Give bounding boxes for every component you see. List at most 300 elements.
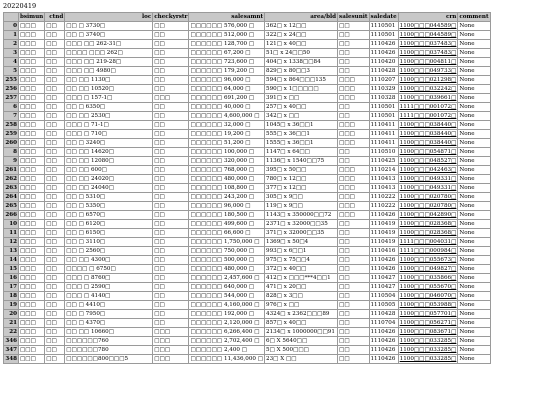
table-cell: 1369□ x 50□4 — [265, 238, 338, 247]
table-cell: □□□□□□780 — [65, 346, 153, 355]
table-cell: 5□ X 500□□□ — [265, 346, 338, 355]
table-cell: □□□ — [19, 148, 45, 157]
table-cell: □□ — [153, 85, 189, 94]
table-row — [4, 94, 491, 103]
table-cell: □□ □□ 10660□ — [65, 328, 153, 337]
row-index: 18 — [4, 292, 19, 301]
table-cell: □□□□□□ 19,200 □ — [189, 130, 265, 139]
table-cell: □□ — [153, 76, 189, 85]
row-index: 19 — [4, 301, 19, 310]
table-cell: None — [458, 148, 490, 157]
table-row — [4, 139, 491, 148]
table-cell: □□□□□□ 11,436,000 □ — [190, 356, 264, 362]
crn-link[interactable]: 1100□□□020780□ — [399, 203, 457, 209]
table-cell: □□□ — [19, 256, 45, 265]
table-cell: None — [458, 22, 490, 31]
table-cell: □□ — [338, 148, 369, 157]
table-cell: □□□ — [19, 121, 45, 130]
crn-link[interactable]: 1111□□□001072□ — [399, 104, 457, 110]
table-cell: □□□ — [19, 184, 45, 193]
table-cell: 1110411 — [369, 130, 398, 139]
crn-link[interactable]: 1100□□□033285□ — [399, 347, 457, 353]
table-cell: □□□ — [153, 94, 189, 103]
table-cell: □□□□□□ 108,800 □ — [189, 184, 265, 193]
table-cell: □□ □□ 4300□ — [65, 256, 153, 265]
table-cell: □□ □ 5350□ — [65, 202, 153, 211]
table-row — [4, 274, 491, 283]
table-cell: 1110426 — [369, 49, 398, 58]
table-cell: □□ — [45, 292, 65, 301]
table-cell: □□□□□□ 576,000 □ — [189, 22, 265, 31]
table-cell: □□ □ 5310□ — [65, 193, 153, 202]
row-index: 5 — [4, 67, 19, 76]
table-cell: None — [458, 319, 490, 328]
header-row — [4, 13, 491, 22]
crn-link[interactable]: 1100□□□053988□ — [399, 302, 457, 308]
row-index: 257 — [5, 95, 17, 101]
row-index: 4 — [4, 58, 19, 67]
crn-link[interactable]: 1100□□□037483□ — [399, 50, 457, 56]
table-cell: □□ — [153, 175, 189, 184]
table-cell: □□ □ 6150□ — [65, 229, 153, 238]
table-cell: □□□ — [19, 139, 45, 148]
table-cell: □□ — [153, 193, 189, 202]
table-cell: □□□□□□ 544,000 □ — [189, 292, 265, 301]
table-cell: 1045□ x 36□□1 — [265, 121, 338, 130]
table-cell: 371□ x 32000□□35 — [265, 229, 338, 238]
crn-link[interactable]: 1100□□□021298□ — [399, 77, 457, 83]
table-cell: □□□ — [19, 58, 45, 67]
table-cell: □□ — [45, 238, 65, 247]
table-cell: □□□ — [19, 265, 45, 274]
table-cell: 471□ x 20□□ — [265, 283, 338, 292]
table-cell: □□□ — [19, 355, 45, 364]
table-cell: 1110419 — [369, 220, 398, 229]
table-cell: 1110427 — [369, 283, 398, 292]
table-row — [4, 265, 491, 274]
table-cell: 119□ x 9□□ — [265, 202, 338, 211]
table-cell: □□□ — [19, 283, 45, 292]
crn-link[interactable]: 1100□□□049331□ — [399, 185, 457, 191]
table-cell: □□ — [45, 103, 65, 112]
row-index: 262 — [5, 176, 17, 182]
table-cell: □□□ — [19, 328, 45, 337]
table-cell: 976□ x □□ — [265, 301, 338, 310]
table-row — [4, 40, 491, 49]
column-header: area/bld — [265, 13, 338, 22]
table-cell: □□□□□□ 2,702,400 □ — [189, 337, 265, 346]
table-cell: □□□ — [19, 103, 45, 112]
table-cell: □□ — [153, 310, 189, 319]
table-row — [4, 211, 491, 220]
column-header — [4, 13, 19, 22]
table-cell: 1110419 — [369, 238, 398, 247]
table-cell: □□ — [338, 103, 369, 112]
table-cell: None — [458, 229, 490, 238]
table-cell: □□ — [153, 319, 189, 328]
table-cell: □□□ — [338, 121, 369, 130]
table-cell: None — [458, 220, 490, 229]
crn-link[interactable]: 1100□□□083671□ — [399, 329, 457, 335]
table-cell: None — [458, 346, 490, 355]
crn-link[interactable]: 1100□□□044589□ — [399, 32, 457, 38]
crn-link[interactable]: 1100□□□055673□ — [399, 257, 457, 263]
crn-link[interactable]: 1100□□□057701□ — [399, 311, 457, 317]
table-cell: 1110501 — [369, 31, 398, 40]
table-cell: □□ — [45, 328, 65, 337]
table-cell: □□□ — [19, 346, 45, 355]
crn-link[interactable]: 1100□□□042463□ — [399, 167, 457, 173]
table-cell: 1110328 — [369, 94, 398, 103]
table-cell: □□□ — [19, 40, 45, 49]
crn-link[interactable]: 1100□□□028368□ — [399, 221, 457, 227]
table-cell: □□ — [153, 121, 189, 130]
table-cell: □□□ — [338, 211, 369, 220]
table-cell: 322□ x 24□□ — [265, 31, 338, 40]
crn-link[interactable]: 1100□□□046070□ — [399, 293, 457, 299]
table-cell: 391□ x □□ — [265, 94, 338, 103]
table-cell: □□ — [153, 22, 189, 31]
table-cell: □□ — [45, 184, 65, 193]
row-index: 6 — [4, 103, 19, 112]
table-cell: 1110426 — [369, 40, 398, 49]
crn-link[interactable]: 1100□□□020780□ — [399, 194, 457, 200]
table-cell: □□□□□□ 4,160,000 □ — [189, 301, 265, 310]
table-cell: 6□ X 5640□□ — [265, 337, 338, 346]
row-index: 348 — [5, 356, 17, 362]
table-cell: □□ — [153, 202, 189, 211]
table-cell: □□ — [45, 247, 65, 256]
table-cell: None — [458, 256, 490, 265]
table-cell: □□□□□□ 96,000 □ — [189, 76, 265, 85]
table-cell: None — [458, 112, 490, 121]
table-cell: □□ □□ 24020□ — [65, 175, 153, 184]
crn-link[interactable]: 1100□□□039661□ — [399, 95, 457, 101]
crn-link[interactable]: 1100□□□032242□ — [399, 86, 457, 92]
table-cell: □□□ — [338, 202, 369, 211]
table-cell: □□□ — [19, 166, 45, 175]
crn-link[interactable]: 1111□□□004031□ — [399, 239, 457, 245]
table-cell: □□ — [45, 40, 65, 49]
column-header: salesunit — [339, 14, 368, 20]
table-cell: None — [458, 355, 490, 364]
table-cell: □□ — [338, 310, 369, 319]
table-cell: None — [458, 175, 490, 184]
table-cell: None — [458, 40, 490, 49]
table-cell: 23□ X □□ — [265, 355, 338, 364]
crn-link[interactable]: 1100□□□054871□ — [399, 149, 457, 155]
table-cell: □□ — [338, 355, 369, 364]
table-row — [4, 301, 491, 310]
table-cell: □□ — [338, 328, 369, 337]
crn-link[interactable]: 1100□□□038440□ — [399, 140, 457, 146]
table-row — [4, 346, 491, 355]
table-cell: □□□ □□ 262-31□ — [65, 40, 153, 49]
row-index: 10 — [4, 220, 19, 229]
table-cell: □□ □ 3730□ — [65, 22, 153, 31]
table-cell: □□ — [153, 103, 189, 112]
table-cell: □□ — [153, 274, 189, 283]
table-cell: □□□ — [19, 310, 45, 319]
table-cell: □□□□□□ 723,600 □ — [189, 58, 265, 67]
table-cell: □□ — [45, 76, 65, 85]
table-cell: □□□□□□ 66,600 □ — [189, 229, 265, 238]
table-cell: □□ — [153, 211, 189, 220]
table-row — [4, 238, 491, 247]
table-cell: 1110426 — [369, 346, 398, 355]
row-index: 256 — [5, 86, 17, 92]
table-cell: 1110426 — [369, 211, 398, 220]
column-header: loc — [65, 13, 153, 22]
table-cell: □□□ — [19, 31, 45, 40]
table-cell: □□ — [338, 112, 369, 121]
row-index: 260 — [5, 140, 17, 146]
table-cell: 1110510 — [369, 148, 398, 157]
column-header: salesamnt — [189, 13, 265, 22]
table-cell: □□ — [153, 229, 189, 238]
table-cell: □□ — [45, 220, 65, 229]
crn-link[interactable]: 1100□□□028368□ — [399, 230, 457, 236]
table-cell: □□□□□□ 499,600 □ — [189, 220, 265, 229]
table-cell: □□ — [153, 238, 189, 247]
table-cell: □□ — [153, 157, 189, 166]
crn-link[interactable]: 1100□□□049331□ — [399, 176, 457, 182]
table-cell: □□ □□ 12080□ — [65, 157, 153, 166]
table-cell: 51□ x 24□□50 — [265, 49, 338, 58]
table-cell: 1110411 — [369, 121, 398, 130]
table-cell: None — [458, 274, 490, 283]
table-cell: 780□ x 12□□ — [265, 175, 338, 184]
table-row — [4, 310, 491, 319]
table-cell: □□ □ 6570□ — [65, 211, 153, 220]
table-cell: □□ — [45, 202, 65, 211]
crn-link[interactable]: 1100□□□044589□ — [399, 23, 457, 29]
table-cell: □□ — [45, 166, 65, 175]
table-cell: □□□ — [338, 175, 369, 184]
table-cell: 342□ x □□ — [265, 112, 338, 121]
table-cell: □□□□□□800□□□5 — [65, 355, 153, 364]
table-cell: □□□ — [19, 67, 45, 76]
table-cell: 1110427 — [369, 274, 398, 283]
table-cell: □□□ — [19, 49, 45, 58]
crn-link[interactable]: 1100□□□038440□ — [399, 131, 457, 137]
crn-link[interactable]: 1111□□□001072□ — [399, 113, 457, 119]
table-row — [4, 76, 491, 85]
table-cell: □□ □ 6350□ — [65, 103, 153, 112]
row-index: 16 — [4, 274, 19, 283]
table-cell: 975□ x 75□□4 — [265, 256, 338, 265]
table-cell: □□□□□□ 691,200 □ — [189, 94, 265, 103]
table-cell: □□□ — [338, 76, 369, 85]
table-cell: 1147□ x 64□□ — [265, 148, 338, 157]
table-cell: 993□ x 6□□1 — [265, 247, 338, 256]
table-cell: □□ — [338, 274, 369, 283]
row-index: 17 — [4, 283, 19, 292]
table-cell: None — [458, 184, 490, 193]
row-index: 261 — [5, 167, 17, 173]
crn-link[interactable]: 1100□□□033285□ — [399, 356, 457, 362]
table-row — [4, 130, 491, 139]
table-cell: □□□ □ 157-1□ — [65, 94, 153, 103]
table-cell: □□□□□□ 128,700 □ — [189, 40, 265, 49]
row-index: 2 — [4, 40, 19, 49]
table-cell: □□□ — [338, 85, 369, 94]
table-cell: 1110426 — [369, 265, 398, 274]
row-index: 13 — [4, 247, 19, 256]
crn-link[interactable]: 1100□□□004811□ — [399, 59, 457, 65]
table-cell: □□□ — [19, 292, 45, 301]
table-cell: □□□□□□ 40,000 □ — [189, 103, 265, 112]
table-cell: □□□□□□ 64,000 □ — [189, 85, 265, 94]
table-cell: □□□□□□ 51,200 □ — [189, 139, 265, 148]
table-cell: None — [458, 121, 490, 130]
table-cell: 1110501 — [369, 22, 398, 31]
column-header: comment — [459, 14, 489, 20]
table-cell: □□ □□ 10520□ — [65, 85, 153, 94]
table-cell: 1110428 — [369, 67, 398, 76]
table-cell: □□ — [45, 58, 65, 67]
crn-link[interactable]: 1100□□□037483□ — [399, 41, 457, 47]
crn-link[interactable]: 1100□□□042890□ — [399, 212, 457, 218]
table-cell: □□ □□ 1130□ — [65, 76, 153, 85]
crn-link[interactable]: 1100□□□049733□ — [399, 68, 457, 74]
row-index: 9 — [4, 157, 19, 166]
table-cell: □□ — [153, 265, 189, 274]
table-cell: □□ — [153, 301, 189, 310]
table-cell: □□□ — [19, 175, 45, 184]
crn-link[interactable]: 1100□□□035866□ — [399, 275, 457, 281]
crn-link[interactable]: 1100□□□056271□ — [399, 320, 457, 326]
table-cell: □□□ □ 8760□ — [65, 274, 153, 283]
row-index: 255 — [5, 77, 17, 83]
table-cell: □□ — [45, 67, 65, 76]
table-cell: □□□□□□ 243,200 □ — [189, 193, 265, 202]
table-cell: 412□ x □□□***4□□1 — [265, 274, 338, 283]
table-cell: 372□ x 40□□ — [265, 265, 338, 274]
table-cell: □□ — [45, 175, 65, 184]
table-cell: □□ — [338, 319, 369, 328]
table-cell: □□ — [45, 121, 65, 130]
table-cell: □□□□□□ 2,457,600 □ — [189, 274, 265, 283]
table-cell: □□□ — [19, 85, 45, 94]
table-cell: □□□□□□ 500,000 □ — [189, 256, 265, 265]
table-cell: 590□ x 1□□□□□ — [265, 85, 338, 94]
table-cell: None — [458, 265, 490, 274]
table-cell: 1110426 — [369, 328, 398, 337]
crn-link[interactable]: 1100□□□033285□ — [399, 338, 457, 344]
table-cell: □□ — [338, 67, 369, 76]
table-cell: 4324□ x 2362□□□89 — [265, 310, 338, 319]
table-cell: □□ □ 2560□ — [65, 247, 153, 256]
row-index: 12 — [4, 238, 19, 247]
table-cell: □□ — [45, 49, 65, 58]
table-cell: □□□ — [19, 319, 45, 328]
table-cell: 1555□ x 36□□1 — [265, 139, 338, 148]
table-cell: □□ — [153, 283, 189, 292]
table-cell: □□ — [45, 112, 65, 121]
table-cell: □□□ — [19, 301, 45, 310]
crn-link[interactable]: 1100□□□055670□ — [399, 284, 457, 290]
table-cell: 1110505 — [369, 301, 398, 310]
table-cell: 857□ x 40□□ — [265, 319, 338, 328]
table-cell: None — [458, 247, 490, 256]
table-cell: 1110425 — [369, 157, 398, 166]
report-date: 20220419 — [3, 2, 37, 10]
table-cell: None — [458, 103, 490, 112]
table-cell: None — [458, 301, 490, 310]
table-cell: □□ □ 3740□ — [65, 31, 153, 40]
table-cell: □□□□□□ 192,000 □ — [189, 310, 265, 319]
crn-link[interactable]: 1100□□□048527□ — [399, 158, 457, 164]
table-row — [4, 319, 491, 328]
table-cell: 1110416 — [369, 247, 398, 256]
table-cell: □□□ — [19, 337, 45, 346]
table-cell: □□ — [338, 256, 369, 265]
table-cell: □□□ □ 4140□ — [65, 292, 153, 301]
table-cell: 1110428 — [369, 310, 398, 319]
column-header: checkyrstr — [154, 14, 188, 20]
table-cell: □□ — [153, 112, 189, 121]
table-cell: □□ □□ 2530□ — [65, 112, 153, 121]
row-index: 0 — [4, 22, 19, 31]
table-cell: □□□□□□ 512,000 □ — [189, 31, 265, 40]
table-cell: □□□□ □□□ 262□ — [65, 49, 153, 58]
table-cell: □□□□□□ 180,500 □ — [189, 211, 265, 220]
table-cell: □□ — [153, 220, 189, 229]
table-cell: □□□ — [19, 94, 45, 103]
table-cell: □□□□□□760 — [65, 337, 153, 346]
crn-link[interactable]: 1111□□□000984□ — [399, 248, 457, 254]
crn-link[interactable]: 1100□□□038440□ — [399, 122, 457, 128]
crn-link[interactable]: 1100□□□049827□ — [399, 266, 457, 272]
table-row — [4, 355, 491, 364]
table-cell: □□□□□□ 480,000 □ — [189, 175, 265, 184]
row-index: 7 — [4, 112, 19, 121]
table-cell: □□□□□□ 640,000 □ — [189, 283, 265, 292]
table-cell: □□ — [153, 166, 189, 175]
table-cell: □□ — [153, 40, 189, 49]
row-index: 265 — [5, 203, 17, 209]
table-cell: □□ — [45, 157, 65, 166]
table-cell: □□ □□ 24040□ — [65, 184, 153, 193]
table-cell: □□ — [45, 283, 65, 292]
table-cell: □□□□□□ 6,266,400 □ — [189, 328, 265, 337]
table-row — [4, 166, 491, 175]
table-cell: □□ — [153, 67, 189, 76]
table-cell: □□□□□□ 750,000 □ — [189, 247, 265, 256]
table-cell: □□ — [45, 337, 65, 346]
table-row — [4, 85, 491, 94]
table-cell: None — [458, 157, 490, 166]
table-cell: None — [458, 139, 490, 148]
table-row — [4, 247, 491, 256]
table-cell: □□□□ □ 6750□ — [65, 265, 153, 274]
table-cell: □□□□□□ 96,000 □ — [189, 202, 265, 211]
table-cell: □□□ — [19, 238, 45, 247]
table-cell: 1110704 — [369, 319, 398, 328]
table-row — [4, 283, 491, 292]
table-cell: □□ — [45, 139, 65, 148]
table-row — [4, 202, 491, 211]
table-cell: □□□ — [338, 193, 369, 202]
table-row — [4, 58, 491, 67]
table-cell: □□□ — [338, 184, 369, 193]
table-cell: 1110420 — [369, 58, 398, 67]
table-row — [4, 193, 491, 202]
table-cell: □□ — [338, 49, 369, 58]
table-cell: □□□ — [19, 193, 45, 202]
table-cell: □□ — [338, 337, 369, 346]
